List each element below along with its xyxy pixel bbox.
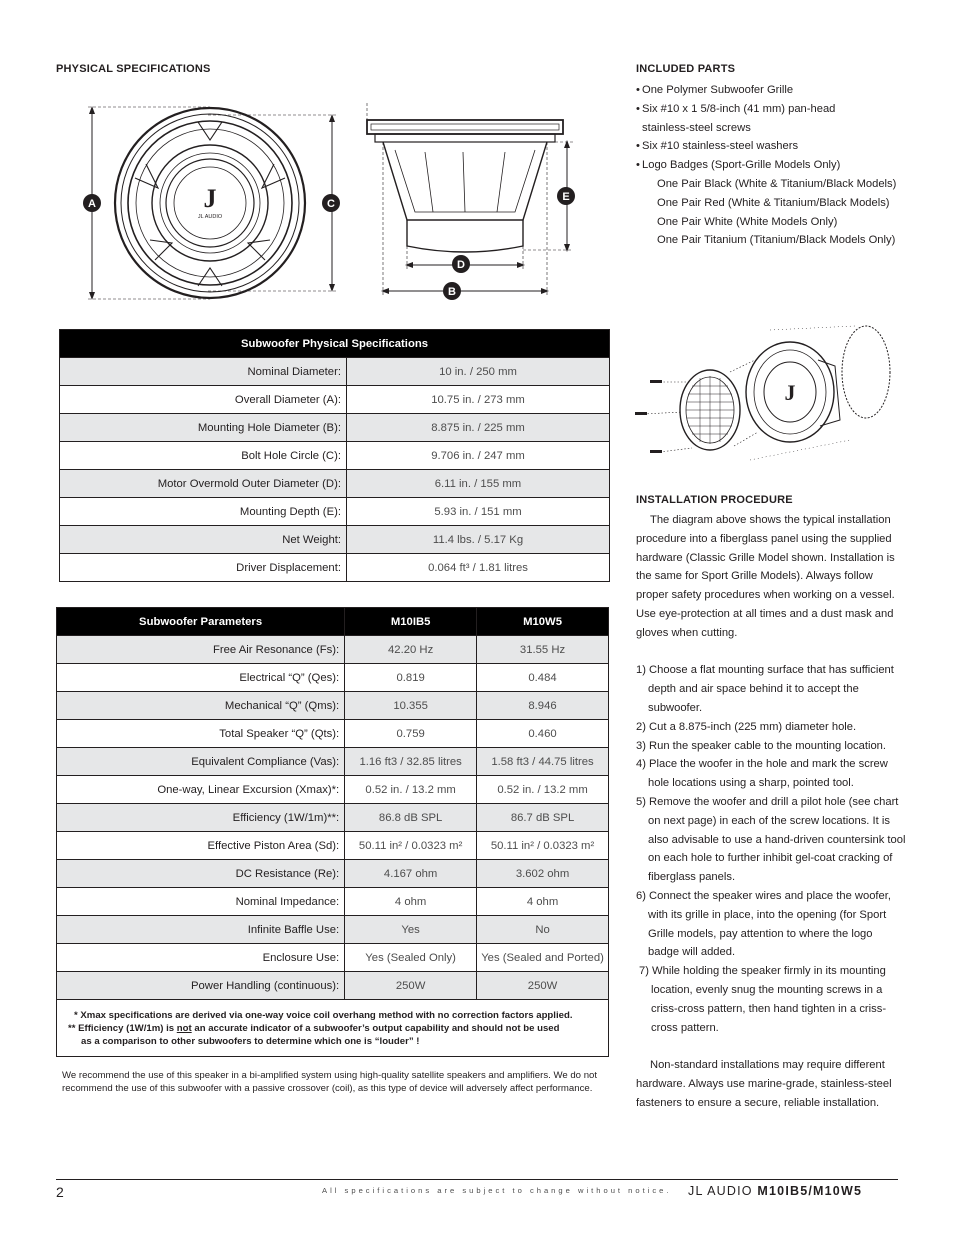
label-c: C <box>327 198 335 210</box>
table-row: Infinite Baffle Use: Yes No <box>57 916 609 944</box>
physical-specifications-heading: PHYSICAL SPECIFICATIONS <box>56 63 211 75</box>
table-row: Free Air Resonance (Fs): 42.20 Hz 31.55 Hz <box>57 636 609 664</box>
param-header-m10ib5: M10IB5 <box>345 608 477 636</box>
table-row: Mechanical “Q” (Qms): 10.355 8.946 <box>57 692 609 720</box>
table-row: Driver Displacement: 0.064 ft³ / 1.81 litres <box>60 554 610 582</box>
table-row: Total Speaker “Q” (Qts): 0.759 0.460 <box>57 720 609 748</box>
installation-step: 5) Remove the woofer and drill a pilot hole (see chart on next page) in each of the screw locations. It is also advisable to use a hand-driven countersink tool on each hole to further inhibit gel-coat cracking of fiberglass panels. <box>636 795 906 884</box>
footnote-xmax: * Xmax specifications are derived via one-way voice coil overhang method with no correction factors applied. <box>74 1010 573 1021</box>
table-row: Overall Diameter (A): 10.75 in. / 273 mm <box>60 386 610 414</box>
footer-rule <box>56 1179 898 1180</box>
badge-item: One Pair Black (White & Titanium/Black Models) <box>657 177 897 190</box>
table-row: Nominal Diameter: 10 in. / 250 mm <box>60 358 610 386</box>
installation-step: 3) Run the speaker cable to the mounting location. <box>636 739 887 752</box>
installation-step: 7) While holding the speaker firmly in its mounting location, evenly snug the mounting screws in a criss-cross pattern, then hand tighten in a criss-cross pattern. <box>639 965 887 1034</box>
installation-step: 1) Choose a flat mounting surface that has sufficient depth and air space behind it to accept the subwoofer. <box>636 664 894 714</box>
table-row: Net Weight: 11.4 lbs. / 5.17 Kg <box>60 526 610 554</box>
list-item: stainless-steel screws <box>642 121 751 134</box>
recommendation-text: We recommend the use of this speaker in a bi-amplified system using high-quality satellite speakers and amplifiers. We do not recommend the use of this subwoofer with a passive crossover (coil), as this type of device will adversely affect performance. <box>62 1070 598 1094</box>
side-view-diagram <box>355 100 595 305</box>
table-row: Efficiency (1W/1m)**: 86.8 dB SPL 86.7 dB SPL <box>57 804 609 832</box>
param-header-m10w5: M10W5 <box>477 608 609 636</box>
table-row: Nominal Impedance: 4 ohm 4 ohm <box>57 888 609 916</box>
included-parts-list <box>636 81 906 250</box>
table-row: Power Handling (continuous): 250W 250W <box>57 972 609 1000</box>
installation-diagram <box>630 320 900 470</box>
footer-brand: JL AUDIO M10IB5/M10W5 <box>688 1184 863 1198</box>
installation-text <box>636 511 906 1113</box>
label-d: D <box>457 259 465 271</box>
installation-closing: Non-standard installations may require different hardware. Always use marine-grade, stainless-steel fasteners to ensure a secure, reliable installation. <box>636 1059 892 1109</box>
footnote-efficiency-cont: as a comparison to other subwoofers to determine which one is “louder” ! <box>81 1036 420 1047</box>
svg-text:J: J <box>784 380 796 405</box>
installation-step: 6) Connect the speaker wires and place the woofer, with its grille in place, into the opening (for Sport Grille models, pay attention to where the logo badge will added. <box>636 889 891 959</box>
badge-item: One Pair Red (White & Titanium/Black Models) <box>657 196 890 209</box>
installation-step: 4) Place the woofer in the hole and mark the screw hole locations using a sharp, pointed tool. <box>636 758 888 790</box>
table-row: Electrical “Q” (Qes): 0.819 0.484 <box>57 664 609 692</box>
label-b: B <box>448 286 456 298</box>
subwoofer-parameters-table <box>56 607 609 1000</box>
label-e: E <box>562 191 570 203</box>
physical-specs-table <box>59 329 610 582</box>
badge-item: One Pair White (White Models Only) <box>657 215 838 228</box>
physical-specs-title: Subwoofer Physical Specifications <box>60 330 610 358</box>
included-parts-heading: INCLUDED PARTS <box>636 63 736 75</box>
badge-item: One Pair Titanium (Titanium/Black Models Only) <box>657 234 896 247</box>
list-item: • Six #10 x 1 5/8-inch (41 mm) pan-head <box>636 102 836 115</box>
footnote-efficiency: ** Efficiency (1W/1m) is not an accurate indicator of a subwoofer’s output capability and should not be used <box>68 1023 560 1034</box>
label-a: A <box>88 198 96 210</box>
footer-disclaimer: All specifications are subject to change without notice. <box>322 1186 672 1195</box>
table-row: One-way, Linear Excursion (Xmax)*: 0.52 in. / 13.2 mm 0.52 in. / 13.2 mm <box>57 776 609 804</box>
installation-step: 2) Cut a 8.875-inch (225 mm) diameter hole. <box>636 720 857 733</box>
table-row: Mounting Depth (E): 5.93 in. / 151 mm <box>60 498 610 526</box>
page-number: 2 <box>56 1184 64 1200</box>
front-logo-text: JL AUDIO <box>197 214 223 220</box>
table-row: Effective Piston Area (Sd): 50.11 in² / 0.0323 m² 50.11 in² / 0.0323 m² <box>57 832 609 860</box>
list-item: • One Polymer Subwoofer Grille <box>636 84 794 96</box>
front-view-diagram <box>80 100 350 305</box>
list-item: • Logo Badges (Sport-Grille Models Only) <box>636 159 841 172</box>
table-row: Mounting Hole Diameter (B): 8.875 in. / 225 mm <box>60 414 610 442</box>
table-row: DC Resistance (Re): 4.167 ohm 3.602 ohm <box>57 860 609 888</box>
installation-heading: INSTALLATION PROCEDURE <box>636 494 793 506</box>
table-row: Equivalent Compliance (Vas): 1.16 ft3 / 32.85 litres 1.58 ft3 / 44.75 litres <box>57 748 609 776</box>
installation-intro: The diagram above shows the typical installation procedure into a fiberglass panel using the supplied hardware (Classic Grille Model shown. Installation is the same for Sport Grille Models). Always follow proper safety procedures when working on a vessel. Use eye-protection at all times and a dust mask and gloves when cutting. <box>636 514 895 639</box>
param-header-label: Subwoofer Parameters <box>57 608 345 636</box>
table-row: Bolt Hole Circle (C): 9.706 in. / 247 mm <box>60 442 610 470</box>
list-item: • Six #10 stainless-steel washers <box>636 140 799 153</box>
svg-text:J: J <box>203 184 217 213</box>
table-row: Motor Overmold Outer Diameter (D): 6.11 in. / 155 mm <box>60 470 610 498</box>
footnotes-box <box>56 1000 609 1057</box>
table-row: Enclosure Use: Yes (Sealed Only) Yes (Sealed and Ported) <box>57 944 609 972</box>
